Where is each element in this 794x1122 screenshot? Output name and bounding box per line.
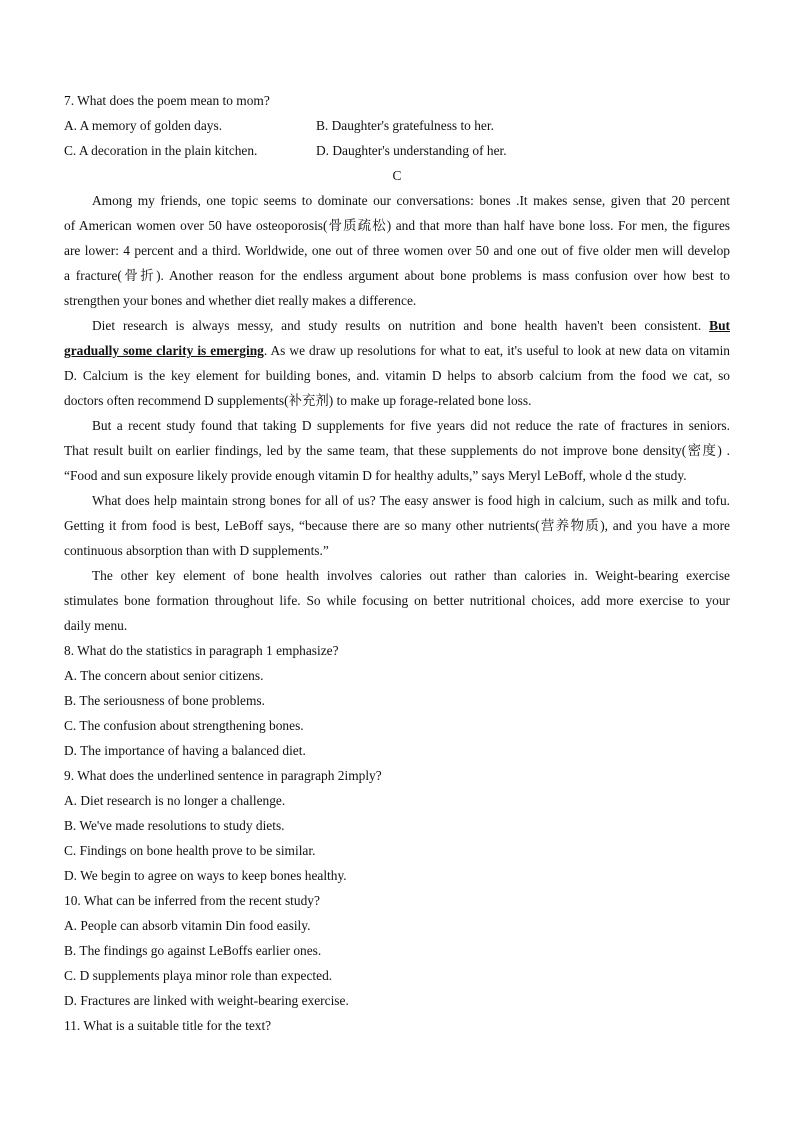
passage-p1-line: Among my friends, one topic seems to dominate our conversations: bones .It makes sense, given that 20 percent [92,193,730,208]
question-7-option-b: B. Daughter's gratefulness to her. [316,118,494,133]
passage-p4-line: What does help maintain strong bones for all of us? The easy answer is food high in calcium, such as milk and tofu. [92,493,730,508]
passage-p2-line: doctors often recommend D supplements(补充剂) to make up forage-related bone loss. [64,393,532,408]
question-9-option-d: D. We begin to agree on ways to keep bones healthy. [64,868,347,883]
question-7-option-c: C. A decoration in the plain kitchen. [64,143,258,158]
passage-p2-line: D. Calcium is the key element for building bones, and. vitamin D helps to absorb calcium from the food we cat, so [64,368,730,383]
passage-p3-line: “Food and sun exposure likely provide enough vitamin D for healthy adults,” says Meryl LeBoff, whole d the study. [64,468,687,483]
question-9-option-a: A. Diet research is no longer a challenge. [64,793,286,808]
question-7-option-d: D. Daughter's understanding of her. [316,143,507,158]
question-10-stem: 10. What can be inferred from the recent study? [64,893,320,908]
question-9-stem: 9. What does the underlined sentence in paragraph 2imply? [64,768,382,783]
underlined-sentence-end: gradually some clarity is emerging [64,343,264,358]
question-8-stem: 8. What do the statistics in paragraph 1 emphasize? [64,643,339,658]
question-10-option-c: C. D supplements playa minor role than expected. [64,968,333,983]
question-10-option-d: D. Fractures are linked with weight-bearing exercise. [64,993,349,1008]
question-7-stem: 7. What does the poem mean to mom? [64,93,270,108]
question-9-option-c: C. Findings on bone health prove to be similar. [64,843,316,858]
passage-p1-line: are lower: 4 percent and a third. Worldwide, one out of three women over 50 and one out of five older men will develop [64,243,730,258]
passage-p1-line: strengthen your bones and whether diet really makes a difference. [64,293,417,308]
question-10-option-a: A. People can absorb vitamin Din food easily. [64,918,311,933]
passage-p2-line [64,338,730,363]
underlined-sentence-start: But [709,318,730,333]
passage-p5-line: stimulates bone formation throughout life. So while focusing on better nutritional choices, add more exercise to your [64,593,730,608]
passage-p4-line: continuous absorption than with D supplements.” [64,543,329,558]
question-7-option-a: A. A memory of golden days. [64,118,223,133]
passage-p4-line: Getting it from food is best, LeBoff says, “because there are so many other nutrients(营养物质), and you have a more [64,518,730,533]
passage-p2-line [92,313,730,338]
question-8-option-b: B. The seriousness of bone problems. [64,693,265,708]
question-10-option-b: B. The findings go against LeBoffs earlier ones. [64,943,322,958]
passage-p2-text: Diet research is always messy, and study results on nutrition and bone health haven't been consistent. [92,318,702,333]
passage-p1-line: a fracture(骨折). Another reason for the endless argument about bone problems is mass confusion over how best to [64,268,730,283]
question-9-option-b: B. We've made resolutions to study diets. [64,818,285,833]
question-11-stem: 11. What is a suitable title for the text? [64,1018,272,1033]
passage-p2-text: . As we draw up resolutions for what to eat, it's useful to look at new data on vitamin [263,343,731,358]
passage-p3-line: But a recent study found that taking D supplements for five years did not reduce the rate of fractures in seniors. [92,418,730,433]
passage-p5-line: The other key element of bone health involves calories out rather than calories in. Weight-bearing exercise [92,568,730,583]
passage-p1-line: of American women over 50 have osteoporosis(骨质疏松) and that more than half have bone loss. For men, the figures [64,218,730,233]
question-8-option-c: C. The confusion about strengthening bones. [64,718,304,733]
question-8-option-a: A. The concern about senior citizens. [64,668,264,683]
passage-p5-line: daily menu. [64,618,128,633]
question-8-option-d: D. The importance of having a balanced diet. [64,743,306,758]
section-label: C [392,168,402,183]
passage-p3-line: That result built on earlier findings, led by the same team, that these supplements do not improve bone density(密度) . [64,443,730,458]
